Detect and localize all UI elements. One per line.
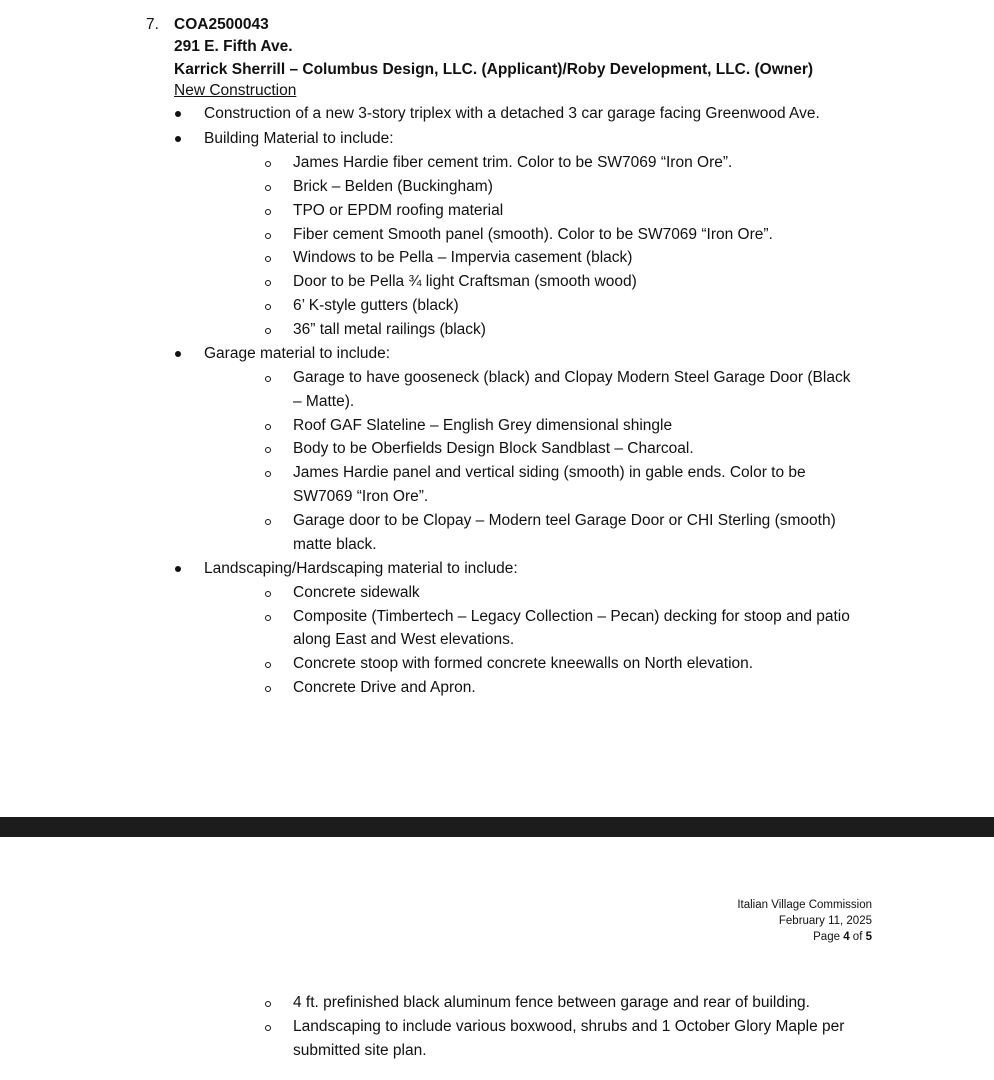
case-id: COA2500043 bbox=[174, 16, 269, 33]
bullet-construction: Construction of a new 3-story triplex with a detached 3 car garage facing Greenwood Ave. bbox=[204, 105, 820, 122]
footer-date: February 11, 2025 bbox=[778, 915, 872, 927]
circle-bullet-icon bbox=[265, 591, 271, 597]
footer-org: Italian Village Commission bbox=[737, 899, 872, 911]
circle-bullet-icon bbox=[265, 615, 271, 621]
item-number: 7. bbox=[146, 16, 159, 33]
circle-bullet-icon bbox=[265, 662, 271, 668]
page-total: 5 bbox=[865, 931, 872, 943]
bullet-icon bbox=[175, 111, 181, 117]
garage-material-item: Roof GAF Slateline – English Grey dimensional shingle bbox=[293, 417, 673, 434]
building-material-item: Fiber cement Smooth panel (smooth). Color to be SW7069 “Iron Ore”. bbox=[293, 226, 773, 243]
bullet-icon bbox=[175, 351, 181, 357]
building-material-item: Brick – Belden (Buckingham) bbox=[293, 178, 493, 195]
circle-bullet-icon bbox=[265, 376, 271, 382]
building-material-item: Door to be Pella ¾ light Craftsman (smooth wood) bbox=[293, 273, 637, 290]
bullet-garage-material: Garage material to include: bbox=[204, 345, 391, 362]
landscaping-item: Concrete Drive and Apron. bbox=[293, 679, 476, 696]
bullet-landscaping: Landscaping/Hardscaping material to include: bbox=[204, 560, 518, 577]
circle-bullet-icon bbox=[265, 304, 271, 310]
page-number: 4 bbox=[843, 931, 850, 943]
footer-page bbox=[737, 929, 872, 945]
garage-material-item-cont: – Matte). bbox=[293, 393, 355, 410]
circle-bullet-icon bbox=[265, 519, 271, 525]
bullet-building-material: Building Material to include: bbox=[204, 130, 394, 147]
parties: Karrick Sherrill – Columbus Design, LLC. (Applicant)/Roby Development, LLC. (Owner) bbox=[174, 61, 814, 78]
page-footer bbox=[737, 897, 872, 945]
circle-bullet-icon bbox=[265, 1025, 271, 1031]
address: 291 E. Fifth Ave. bbox=[174, 38, 293, 55]
landscaping-item: Concrete sidewalk bbox=[293, 584, 420, 601]
building-material-item: TPO or EPDM roofing material bbox=[293, 202, 504, 219]
page-prefix: Page bbox=[813, 931, 840, 943]
circle-bullet-icon bbox=[265, 686, 271, 692]
circle-bullet-icon bbox=[265, 424, 271, 430]
circle-bullet-icon bbox=[265, 209, 271, 215]
building-material-item: James Hardie fiber cement trim. Color to be SW7069 “Iron Ore”. bbox=[293, 154, 733, 171]
circle-bullet-icon bbox=[265, 185, 271, 191]
garage-material-item: Garage door to be Clopay – Modern teel Garage Door or CHI Sterling (smooth) bbox=[293, 512, 836, 529]
garage-material-item-cont: matte black. bbox=[293, 536, 377, 553]
circle-bullet-icon bbox=[265, 233, 271, 239]
circle-bullet-icon bbox=[265, 161, 271, 167]
circle-bullet-icon bbox=[265, 280, 271, 286]
garage-material-item-cont: SW7069 “Iron Ore”. bbox=[293, 488, 429, 505]
circle-bullet-icon bbox=[265, 256, 271, 262]
landscaping-item-cont: along East and West elevations. bbox=[293, 631, 515, 648]
circle-bullet-icon bbox=[265, 471, 271, 477]
landscaping-item: Landscaping to include various boxwood, shrubs and 1 October Glory Maple per bbox=[293, 1018, 845, 1035]
page-divider bbox=[0, 817, 994, 837]
circle-bullet-icon bbox=[265, 447, 271, 453]
landscaping-item: Concrete stoop with formed concrete kneewalls on North elevation. bbox=[293, 655, 754, 672]
building-material-item: Windows to be Pella – Impervia casement (black) bbox=[293, 249, 633, 266]
circle-bullet-icon bbox=[265, 328, 271, 334]
building-material-item: 6’ K-style gutters (black) bbox=[293, 297, 459, 314]
landscaping-item-cont: submitted site plan. bbox=[293, 1042, 427, 1059]
bullet-icon bbox=[175, 566, 181, 572]
landscaping-item: Composite (Timbertech – Legacy Collection – Pecan) decking for stoop and patio bbox=[293, 608, 850, 625]
bullet-icon bbox=[175, 136, 181, 142]
project-type: New Construction bbox=[174, 82, 297, 99]
building-material-item: 36” tall metal railings (black) bbox=[293, 321, 486, 338]
garage-material-item: James Hardie panel and vertical siding (smooth) in gable ends. Color to be bbox=[293, 464, 806, 481]
garage-material-item: Garage to have gooseneck (black) and Clopay Modern Steel Garage Door (Black bbox=[293, 369, 851, 386]
garage-material-item: Body to be Oberfields Design Block Sandblast – Charcoal. bbox=[293, 440, 694, 457]
circle-bullet-icon bbox=[265, 1001, 271, 1007]
page-of: of bbox=[852, 931, 863, 943]
landscaping-item: 4 ft. prefinished black aluminum fence between garage and rear of building. bbox=[293, 994, 810, 1011]
